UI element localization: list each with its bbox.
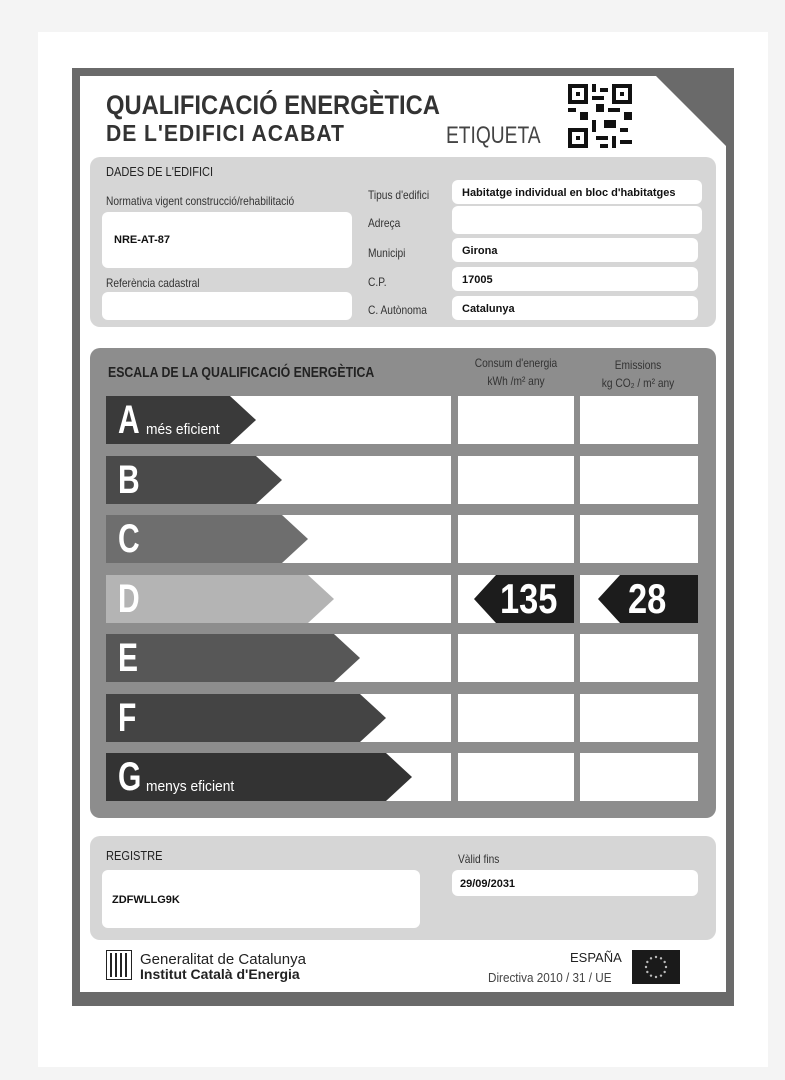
eu-star — [660, 974, 662, 976]
eu-star — [646, 971, 648, 973]
emissions-cell — [580, 694, 698, 742]
class-arrow-e — [106, 634, 360, 682]
eu-star — [660, 957, 662, 959]
emissions-value-marker — [598, 575, 698, 623]
class-description: més eficient — [146, 421, 220, 438]
eu-star — [665, 966, 667, 968]
class-letter: C — [118, 517, 140, 561]
building-section-title: DADES DE L'EDIFICI — [106, 164, 214, 179]
directive-label: Directiva 2010 / 31 / UE — [488, 970, 612, 985]
referencia-field — [102, 292, 352, 320]
eu-flag-icon — [632, 950, 680, 984]
emissions-cell — [580, 753, 698, 801]
eu-star — [646, 961, 648, 963]
adreca-label: Adreça — [368, 216, 401, 230]
scale-title: ESCALA DE LA QUALIFICACIÓ ENERGÈTICA — [108, 364, 375, 381]
consum-cell — [458, 694, 574, 742]
qr-code-icon — [568, 84, 632, 148]
class-description: menys eficient — [146, 778, 235, 795]
title-line1: QUALIFICACIÓ ENERGÈTICA — [106, 90, 440, 120]
cp-label: C.P. — [368, 275, 387, 289]
consum-cell — [458, 753, 574, 801]
cp-value: 17005 — [462, 274, 493, 286]
class-arrow-a — [106, 396, 256, 444]
consum-cell — [458, 396, 574, 444]
consum-cell — [458, 634, 574, 682]
class-arrow-b — [106, 456, 282, 504]
class-letter: D — [118, 577, 140, 621]
valid-value: 29/09/2031 — [460, 878, 516, 890]
tipus-label: Tipus d'edifici — [368, 188, 430, 202]
municipi-label: Municipi — [368, 246, 406, 260]
emissions-header-line2: kg CO₂ / m² any — [601, 376, 675, 390]
eu-star — [663, 971, 665, 973]
tipus-value: Habitatge individual en bloc d'habitatges — [462, 187, 676, 199]
normativa-label: Normativa vigent construcció/rehabilitació — [106, 194, 295, 208]
class-letter: G — [118, 755, 142, 799]
eu-star — [645, 966, 647, 968]
consum-value-marker — [474, 575, 574, 623]
emissions-cell — [580, 515, 698, 563]
marker-value: 135 — [500, 575, 558, 622]
eu-star — [650, 974, 652, 976]
normativa-value: NRE-AT-87 — [114, 234, 171, 246]
generalitat-logo-icon — [106, 950, 132, 980]
eu-star — [650, 957, 652, 959]
eu-star — [655, 956, 657, 958]
municipi-value: Girona — [462, 245, 498, 257]
class-letter: E — [118, 636, 139, 680]
emissions-header-line1: Emissions — [614, 358, 662, 372]
autonoma-value: Catalunya — [462, 303, 515, 315]
etiqueta-label: ETIQUETA — [446, 122, 541, 149]
class-letter: F — [118, 696, 137, 740]
org-line1: Generalitat de Catalunya — [140, 951, 306, 968]
class-arrow-g — [106, 753, 412, 801]
valid-label: Vàlid fins — [458, 852, 500, 866]
title-line2: DE L'EDIFICI ACABAT — [106, 120, 345, 146]
registre-value: ZDFWLLG9K — [112, 894, 180, 906]
class-letter: A — [118, 398, 140, 442]
consum-cell — [458, 456, 574, 504]
emissions-cell — [580, 634, 698, 682]
class-letter: B — [118, 458, 140, 502]
org-line2: Institut Català d'Energia — [140, 966, 300, 982]
class-arrow-f — [106, 694, 386, 742]
adreca-field — [452, 206, 702, 234]
frame-corner — [656, 76, 726, 146]
consum-header-line1: Consum d'energia — [474, 356, 558, 370]
emissions-cell — [580, 396, 698, 444]
country-label: ESPAÑA — [570, 950, 622, 965]
class-arrow-c — [106, 515, 308, 563]
class-arrow-d — [106, 575, 334, 623]
consum-cell — [458, 515, 574, 563]
eu-star — [655, 976, 657, 978]
autonoma-label: C. Autònoma — [368, 303, 427, 317]
emissions-cell — [580, 456, 698, 504]
marker-value: 28 — [628, 575, 667, 622]
eu-star — [663, 961, 665, 963]
registre-label: REGISTRE — [106, 848, 163, 863]
referencia-label: Referència cadastral — [106, 276, 200, 290]
consum-header-line2: kWh /m² any — [487, 374, 545, 388]
